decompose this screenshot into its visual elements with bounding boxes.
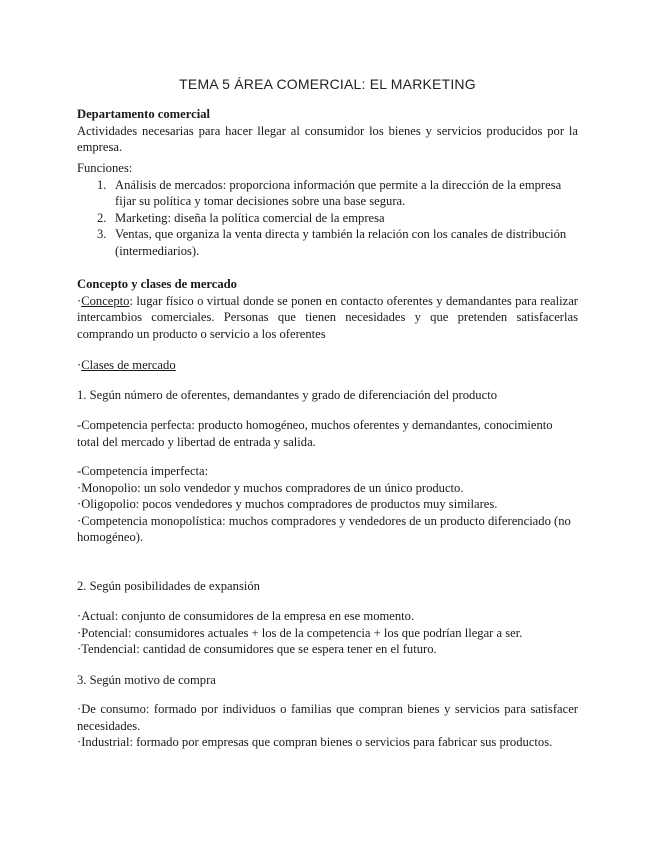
list-item: ·Potencial: consumidores actuales + los de la competencia + los que podrían llegar a ser.	[77, 625, 523, 640]
section-2-list	[77, 608, 578, 658]
functions-section	[77, 160, 578, 259]
list-item: -Competencia imperfecta:	[77, 464, 209, 478]
concept-paragraph	[77, 293, 578, 343]
list-item: ·Actual: conjunto de consumidores de la empresa en ese momento.	[77, 609, 415, 623]
list-item: ·De consumo: formado por individuos o familias que compran bienes y servicios para satisfacer necesidades.	[77, 702, 578, 733]
classes-prefix: ·	[77, 358, 82, 372]
functions-label: Funciones:	[77, 161, 133, 175]
perfect-competition: -Competencia perfecta: producto homogéneo, muchos oferentes y demandantes, conocimiento total del mercado y libertad de entrada y salida.	[77, 418, 553, 449]
list-item: ·Tendencial: cantidad de consumidores que se espera tener en el futuro.	[77, 642, 437, 656]
list-item: ·Oligopolio: pocos vendedores y muchos compradores de productos muy similares.	[77, 497, 498, 511]
market-classes-heading	[77, 357, 578, 374]
dept-text: Actividades necesarias para hacer llegar al consumidor los bienes y servicios producidos por la empresa.	[77, 123, 578, 154]
list-item: ·Industrial: formado por empresas que compran bienes o servicios para fabricar sus productos.	[77, 735, 553, 749]
market-heading: Concepto y clases de mercado	[77, 277, 237, 291]
market-concept-section	[77, 276, 578, 342]
section-3-list	[77, 701, 578, 751]
functions-list	[77, 177, 578, 260]
section-1-title: 1. Según número de oferentes, demandantes y grado de diferenciación del producto	[77, 388, 497, 402]
list-item-number: 2.	[97, 210, 107, 225]
section-3-title: 3. Según motivo de compra	[77, 673, 216, 687]
list-item-text: Ventas, que organiza la venta directa y también la relación con los canales de distribución (intermediarios).	[115, 227, 567, 258]
list-item-number: 1.	[97, 177, 107, 192]
list-item	[77, 226, 578, 259]
dept-heading: Departamento comercial	[77, 107, 211, 121]
section-2-title: 2. Según posibilidades de expansión	[77, 579, 260, 593]
list-item: ·Competencia monopolística: muchos compradores y vendedores de un producto diferenciado (no homogéneo).	[77, 513, 571, 544]
dept-section	[77, 106, 578, 156]
list-item-text: Análisis de mercados: proporciona información que permite a la dirección de la empresa fijar su política y tomar decisiones sobre una base segura.	[115, 177, 562, 208]
concept-prefix: ·	[77, 293, 82, 308]
concept-label: Concepto	[81, 293, 130, 308]
concept-text: : lugar físico o virtual donde se ponen en contacto oferentes y demandantes para realizar intercambios comerciales. Personas que tienen necesidades y que pretenden satisfacerlas comprando un producto o servicio a los oferentes	[77, 293, 578, 341]
imperfect-competition	[77, 463, 578, 546]
page-title: TEMA 5 ÁREA COMERCIAL: EL MARKETING	[179, 76, 476, 92]
list-item-number: 3.	[97, 227, 107, 241]
list-item	[77, 210, 578, 227]
list-item-text: Marketing: diseña la política comercial de la empresa	[115, 210, 385, 225]
classes-label: Clases de mercado	[81, 358, 176, 372]
list-item	[77, 177, 578, 210]
list-item: ·Monopolio: un solo vendedor y muchos compradores de un único producto.	[77, 480, 464, 495]
